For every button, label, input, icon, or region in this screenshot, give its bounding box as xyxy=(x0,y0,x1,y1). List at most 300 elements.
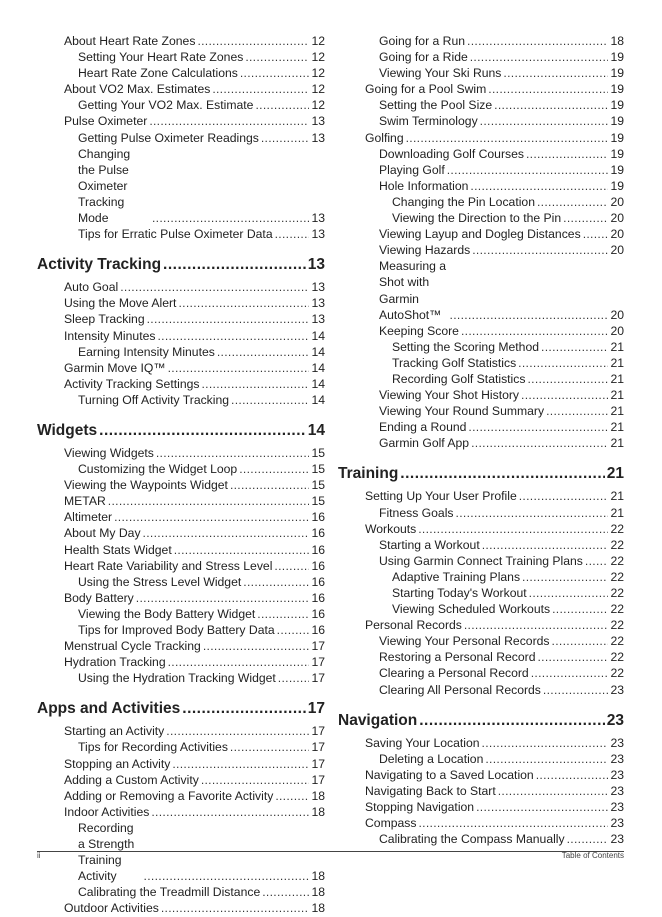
toc-section-heading[interactable] xyxy=(338,463,624,484)
toc-entry[interactable] xyxy=(338,553,624,569)
toc-page-number: 14 xyxy=(311,376,325,391)
toc-page-number: 17 xyxy=(311,724,325,739)
toc-entry-title: Setting the Pool Size xyxy=(379,98,493,113)
toc-page-number: 22 xyxy=(610,618,624,633)
toc-leader-dots xyxy=(152,210,309,226)
toc-leader-dots xyxy=(488,81,608,97)
toc-leader-dots xyxy=(197,33,309,49)
toc-entry[interactable] xyxy=(338,505,624,521)
toc-leader-dots xyxy=(450,307,609,323)
toc-leader-dots xyxy=(278,670,310,686)
toc-page-number: 16 xyxy=(311,590,325,605)
toc-entry[interactable] xyxy=(338,323,624,339)
toc-entry-title: Garmin Golf App xyxy=(379,436,470,451)
toc-section-heading[interactable] xyxy=(37,254,325,275)
toc-entry[interactable] xyxy=(37,360,325,376)
toc-entry-title: About VO2 Max. Estimates xyxy=(64,82,211,97)
toc-entry[interactable] xyxy=(37,328,325,344)
toc-entry[interactable] xyxy=(37,558,325,574)
toc-entry[interactable] xyxy=(338,146,624,162)
toc-leader-dots xyxy=(418,521,608,537)
toc-page-number: 22 xyxy=(610,586,624,600)
toc-entry-title: Turning Off Activity Tracking xyxy=(78,392,230,407)
toc-leader-dots xyxy=(529,585,609,601)
toc-entry-title: Viewing Hazards xyxy=(379,243,471,258)
toc-entry[interactable] xyxy=(338,242,624,258)
toc-entry-title: Swim Terminology xyxy=(379,114,478,129)
toc-entry[interactable] xyxy=(338,226,624,242)
toc-entry[interactable] xyxy=(338,601,624,617)
toc-page-number: 20 xyxy=(610,307,624,322)
toc-entry[interactable] xyxy=(338,97,624,113)
toc-entry[interactable] xyxy=(37,146,325,226)
toc-entry[interactable] xyxy=(37,606,325,622)
toc-page-number: 22 xyxy=(610,602,624,617)
toc-entry-title: Body Battery xyxy=(64,590,134,605)
toc-entry[interactable] xyxy=(37,493,325,509)
toc-leader-dots xyxy=(277,622,310,638)
toc-entry-title: Playing Golf xyxy=(379,162,445,177)
toc-page-number: 21 xyxy=(606,465,624,483)
toc-entry[interactable] xyxy=(37,788,325,804)
toc-leader-dots xyxy=(546,403,608,419)
toc-entry[interactable] xyxy=(338,339,624,355)
toc-entry[interactable] xyxy=(37,772,325,788)
toc-entry[interactable] xyxy=(338,569,624,585)
toc-leader-dots xyxy=(257,606,309,622)
toc-leader-dots xyxy=(274,558,309,574)
toc-entry-title: Using the Hydration Tracking Widget xyxy=(78,671,276,686)
toc-entry-title: Viewing the Body Battery Widget xyxy=(78,606,256,621)
toc-leader-dots xyxy=(255,97,309,113)
toc-leader-dots xyxy=(503,65,608,81)
toc-entry[interactable] xyxy=(37,509,325,525)
toc-entry-title: Setting Your Heart Rate Zones xyxy=(78,50,244,65)
toc-entry[interactable] xyxy=(37,739,325,755)
toc-entry[interactable] xyxy=(37,49,325,65)
toc-entry[interactable] xyxy=(37,344,325,360)
toc-entry[interactable] xyxy=(37,542,325,558)
toc-leader-dots xyxy=(174,542,310,558)
toc-entry-title: About My Day xyxy=(64,526,141,541)
toc-entry-title: Hole Information xyxy=(379,178,469,193)
toc-entry[interactable] xyxy=(37,65,325,81)
toc-leader-dots xyxy=(480,113,609,129)
toc-entry-title: Adaptive Training Plans xyxy=(392,569,521,584)
toc-entry[interactable] xyxy=(338,419,624,435)
toc-entry-title: Garmin Move IQ™ xyxy=(64,360,166,375)
toc-leader-dots xyxy=(519,488,609,504)
toc-entry-title: Viewing the Waypoints Widget xyxy=(64,478,228,493)
toc-leader-dots xyxy=(166,723,309,739)
toc-entry-title: Downloading Golf Courses xyxy=(379,146,524,161)
toc-entry[interactable] xyxy=(37,392,325,408)
toc-leader-dots xyxy=(168,360,310,376)
toc-entry-title: Heart Rate Variability and Stress Level xyxy=(64,558,273,573)
toc-page-number: 23 xyxy=(610,751,624,766)
toc-leader-dots xyxy=(567,831,609,847)
toc-entry[interactable] xyxy=(338,435,624,451)
toc-entry[interactable] xyxy=(338,735,624,751)
toc-leader-dots xyxy=(537,194,608,210)
toc-leader-dots xyxy=(563,210,608,226)
toc-page-number: 18 xyxy=(311,804,325,819)
toc-page-number: 19 xyxy=(610,66,624,81)
toc-leader-dots xyxy=(447,162,609,178)
toc-leader-dots xyxy=(157,328,309,344)
toc-leader-dots xyxy=(120,279,309,295)
toc-entry[interactable] xyxy=(37,279,325,295)
toc-page-number: 16 xyxy=(311,623,325,637)
toc-leader-dots xyxy=(494,97,608,113)
toc-entry[interactable] xyxy=(37,33,325,49)
toc-entry[interactable] xyxy=(338,130,624,146)
toc-entry-title: Tips for Erratic Pulse Oximeter Data xyxy=(78,227,273,242)
toc-page-number: 18 xyxy=(311,885,325,900)
toc-page-number: 16 xyxy=(311,574,325,589)
toc-entry[interactable] xyxy=(37,295,325,311)
toc-entry[interactable] xyxy=(37,376,325,392)
toc-page-number: 19 xyxy=(610,178,624,193)
toc-page-number: 20 xyxy=(610,227,624,242)
toc-page-number: 12 xyxy=(311,66,325,81)
toc-leader-dots xyxy=(151,804,309,820)
toc-entry[interactable] xyxy=(338,65,624,81)
toc-entry-title: Widgets xyxy=(37,421,98,439)
toc-page-number: 20 xyxy=(610,194,624,209)
toc-entry[interactable] xyxy=(37,461,325,477)
toc-page-number: 19 xyxy=(610,162,624,177)
toc-column-left xyxy=(37,33,325,917)
toc-entry[interactable] xyxy=(338,633,624,649)
toc-entry[interactable] xyxy=(338,585,624,601)
toc-leader-dots xyxy=(178,295,309,311)
toc-entry-title: Adding or Removing a Favorite Activity xyxy=(64,788,274,803)
toc-entry[interactable] xyxy=(37,113,325,129)
toc-page-number: 15 xyxy=(311,478,325,493)
toc-entry[interactable] xyxy=(37,130,325,146)
toc-entry[interactable] xyxy=(37,574,325,590)
toc-page-number: 14 xyxy=(311,328,325,343)
toc-entry[interactable] xyxy=(37,884,325,900)
toc-entry[interactable] xyxy=(338,783,624,799)
toc-entry-title: Menstrual Cycle Tracking xyxy=(64,639,201,654)
toc-entry-title: METAR xyxy=(64,494,106,509)
toc-entry-title: Calibrating the Compass Manually xyxy=(379,832,565,847)
toc-entry[interactable] xyxy=(37,670,325,686)
toc-entry[interactable] xyxy=(338,33,624,49)
toc-page-number: 16 xyxy=(311,526,325,541)
toc-leader-dots xyxy=(240,65,310,81)
toc-page-number: 18 xyxy=(311,869,325,884)
toc-section-heading[interactable] xyxy=(338,710,624,731)
toc-page-number: 15 xyxy=(311,494,325,509)
toc-entry-title: Heart Rate Zone Calculations xyxy=(78,66,238,81)
toc-leader-dots xyxy=(161,900,310,916)
toc-page-number: 13 xyxy=(311,227,325,242)
toc-entry[interactable] xyxy=(37,445,325,461)
toc-leader-dots xyxy=(585,553,609,569)
toc-entry-title: Auto Goal xyxy=(64,280,119,295)
toc-entry[interactable] xyxy=(338,178,624,194)
toc-entry-title: Viewing Your Shot History xyxy=(379,388,520,403)
toc-entry-title: Tips for Recording Activities xyxy=(78,740,228,755)
toc-page-number: 21 xyxy=(610,404,624,419)
toc-entry-title: Customizing the Widget Loop xyxy=(78,462,238,477)
toc-leader-dots xyxy=(456,505,609,521)
toc-section-heading[interactable] xyxy=(37,698,325,719)
toc-leader-dots xyxy=(541,339,608,355)
toc-entry[interactable] xyxy=(37,311,325,327)
toc-page-number: 13 xyxy=(311,130,325,145)
toc-entry[interactable] xyxy=(338,649,624,665)
toc-entry-title: Using Garmin Connect Training Plans xyxy=(379,553,583,568)
toc-leader-dots xyxy=(470,178,608,194)
toc-leader-dots xyxy=(552,633,609,649)
toc-entry[interactable] xyxy=(338,258,624,322)
toc-entry-title: Fitness Goals xyxy=(379,505,454,520)
toc-page-number: 22 xyxy=(610,537,624,552)
toc-entry[interactable] xyxy=(37,525,325,541)
toc-page-number: 16 xyxy=(311,606,325,621)
toc-entry-title: Health Stats Widget xyxy=(64,542,172,557)
toc-leader-dots xyxy=(498,783,609,799)
toc-page-number: 13 xyxy=(311,114,325,129)
toc-page-number: 23 xyxy=(610,783,624,798)
toc-entry-title: Viewing Layup and Dogleg Distances xyxy=(379,227,581,242)
toc-entry-title: Tracking Golf Statistics xyxy=(392,355,517,370)
toc-entry[interactable] xyxy=(338,371,624,387)
toc-leader-dots xyxy=(522,569,608,585)
toc-page-number: 16 xyxy=(311,558,325,573)
toc-column-right xyxy=(338,33,624,847)
toc-page-number: 13 xyxy=(307,256,325,274)
toc-entry-title: Changing the Pulse Oximeter Tracking Mode xyxy=(78,146,131,226)
toc-entry-title: Viewing the Direction to the Pin xyxy=(392,211,562,226)
toc-leader-dots xyxy=(531,665,609,681)
toc-leader-dots xyxy=(172,756,309,772)
toc-entry-title: Starting an Activity xyxy=(64,724,165,739)
toc-leader-dots xyxy=(419,710,605,731)
toc-entry[interactable] xyxy=(37,654,325,670)
toc-entry[interactable] xyxy=(37,804,325,820)
toc-entry[interactable] xyxy=(338,831,624,847)
toc-entry-title: Pulse Oximeter xyxy=(64,114,148,129)
toc-entry-title: Calibrating the Treadmill Distance xyxy=(78,885,261,900)
toc-page-number: 21 xyxy=(610,388,624,403)
toc-leader-dots xyxy=(552,601,608,617)
toc-entry[interactable] xyxy=(338,617,624,633)
toc-leader-dots xyxy=(538,649,609,665)
toc-entry[interactable] xyxy=(37,97,325,113)
toc-page-number: 21 xyxy=(610,339,624,354)
toc-leader-dots xyxy=(114,509,309,525)
toc-entry-title: Navigating to a Saved Location xyxy=(365,767,534,782)
toc-entry[interactable] xyxy=(338,113,624,129)
footer-rule xyxy=(37,851,624,852)
toc-entry-title: Viewing Your Personal Records xyxy=(379,634,550,649)
toc-page-number: 12 xyxy=(311,98,325,113)
toc-leader-dots xyxy=(527,371,608,387)
toc-entry[interactable] xyxy=(37,756,325,772)
toc-entry-title: Using the Move Alert xyxy=(64,296,177,311)
toc-page-number: 12 xyxy=(311,34,325,48)
toc-page-number: 17 xyxy=(311,655,325,670)
toc-leader-dots xyxy=(485,751,608,767)
toc-entry[interactable] xyxy=(338,162,624,178)
toc-leader-dots xyxy=(182,698,305,719)
toc-leader-dots xyxy=(471,435,608,451)
toc-page-number: 19 xyxy=(610,130,624,145)
toc-entry-title: Workouts xyxy=(365,521,417,536)
toc-entry-title: Setting the Scoring Method xyxy=(392,339,540,354)
toc-leader-dots xyxy=(147,311,310,327)
toc-entry[interactable] xyxy=(37,622,325,638)
toc-page-number: 17 xyxy=(311,671,325,686)
toc-page-number: 22 xyxy=(610,634,624,649)
toc-leader-dots xyxy=(143,525,310,541)
toc-page-number: 14 xyxy=(307,421,325,439)
toc-page-number: 12 xyxy=(311,82,325,97)
toc-entry[interactable] xyxy=(37,723,325,739)
toc-entry[interactable] xyxy=(338,799,624,815)
toc-entry-title: Going for a Ride xyxy=(379,50,468,65)
toc-leader-dots xyxy=(261,130,310,146)
toc-page-number: 17 xyxy=(307,700,325,718)
toc-entry[interactable] xyxy=(338,815,624,831)
toc-page-number: 13 xyxy=(311,296,325,311)
toc-entry[interactable] xyxy=(338,767,624,783)
toc-page-number: 19 xyxy=(610,98,624,113)
toc-leader-dots xyxy=(230,477,310,493)
toc-page-number: 12 xyxy=(311,50,325,65)
toc-leader-dots xyxy=(156,445,310,461)
toc-entry-title: Hydration Tracking xyxy=(64,655,166,670)
toc-page-number: 19 xyxy=(610,146,624,161)
toc-entry-title: About Heart Rate Zones xyxy=(64,34,196,48)
toc-entry[interactable] xyxy=(338,81,624,97)
toc-entry-title: Ending a Round xyxy=(379,420,467,435)
toc-entry[interactable] xyxy=(338,194,624,210)
toc-leader-dots xyxy=(470,49,609,65)
toc-entry[interactable] xyxy=(338,387,624,403)
toc-entry-title: Navigating Back to Start xyxy=(365,783,496,798)
toc-entry-title: Stopping Navigation xyxy=(365,800,475,815)
toc-section-heading[interactable] xyxy=(37,420,325,441)
toc-page-number: 23 xyxy=(610,682,624,697)
toc-leader-dots xyxy=(461,323,608,339)
toc-entry-title: Setting Up Your User Profile xyxy=(365,489,517,504)
toc-entry-title: Using the Stress Level Widget xyxy=(78,574,242,589)
toc-entry[interactable] xyxy=(338,403,624,419)
toc-entry-title: Indoor Activities xyxy=(64,804,150,819)
toc-page-number: 19 xyxy=(610,50,624,65)
toc-leader-dots xyxy=(536,767,609,783)
toc-entry[interactable] xyxy=(37,477,325,493)
toc-entry-title: Saving Your Location xyxy=(365,735,480,750)
toc-leader-dots xyxy=(144,868,310,884)
toc-entry[interactable] xyxy=(338,521,624,537)
toc-entry-title: Golfing xyxy=(365,130,404,145)
toc-page-number: 20 xyxy=(610,323,624,338)
toc-entry-title: Navigation xyxy=(338,711,418,729)
toc-leader-dots xyxy=(201,772,310,788)
toc-entry-title: Activity Tracking xyxy=(37,256,162,274)
toc-entry[interactable] xyxy=(338,210,624,226)
toc-entry[interactable] xyxy=(338,355,624,371)
toc-entry-title: Clearing a Personal Record xyxy=(379,666,529,681)
toc-entry-title: Starting Today's Workout xyxy=(392,586,527,600)
toc-page-number: 14 xyxy=(311,344,325,359)
toc-leader-dots xyxy=(201,376,309,392)
toc-entry-title: Changing the Pin Location xyxy=(392,194,535,209)
toc-leader-dots xyxy=(262,884,309,900)
toc-page-number: 21 xyxy=(610,505,624,520)
toc-leader-dots xyxy=(163,254,306,275)
toc-entry[interactable] xyxy=(37,226,325,242)
toc-page-number: 23 xyxy=(610,767,624,782)
toc-leader-dots xyxy=(203,638,310,654)
toc-entry-title: Viewing Your Ski Runs xyxy=(379,66,502,81)
toc-entry[interactable] xyxy=(338,49,624,65)
toc-leader-dots xyxy=(168,654,310,670)
toc-entry[interactable] xyxy=(37,820,325,884)
toc-entry-title: Altimeter xyxy=(64,510,113,525)
toc-page-number: 21 xyxy=(610,355,624,370)
toc-page-number: 16 xyxy=(311,542,325,557)
toc-leader-dots xyxy=(136,590,310,606)
toc-entry[interactable] xyxy=(37,638,325,654)
toc-page-number: 17 xyxy=(311,639,325,654)
toc-leader-dots xyxy=(275,788,309,804)
toc-leader-dots xyxy=(521,387,608,403)
toc-leader-dots xyxy=(108,493,310,509)
toc-entry-title: Viewing Scheduled Workouts xyxy=(392,602,551,617)
toc-entry-title: Training xyxy=(338,465,399,483)
toc-entry[interactable] xyxy=(37,900,325,916)
toc-entry[interactable] xyxy=(37,81,325,97)
toc-page-number: 23 xyxy=(610,816,624,831)
toc-leader-dots xyxy=(231,392,309,408)
toc-leader-dots xyxy=(406,130,609,146)
toc-entry[interactable] xyxy=(338,488,624,504)
toc-entry[interactable] xyxy=(338,682,624,698)
toc-page-number: 21 xyxy=(610,420,624,435)
toc-entry[interactable] xyxy=(37,590,325,606)
toc-entry-title: Going for a Pool Swim xyxy=(365,82,487,97)
toc-page-number: 17 xyxy=(311,756,325,771)
toc-leader-dots xyxy=(217,344,310,360)
toc-entry[interactable] xyxy=(338,751,624,767)
toc-leader-dots xyxy=(418,815,608,831)
toc-leader-dots xyxy=(482,735,609,751)
toc-entry-title: Clearing All Personal Records xyxy=(379,682,541,697)
toc-entry[interactable] xyxy=(338,665,624,681)
toc-page-number: 22 xyxy=(610,666,624,681)
toc-entry-title: Recording Golf Statistics xyxy=(392,371,526,386)
toc-entry-title: Starting a Workout xyxy=(379,537,480,552)
toc-page-number: 17 xyxy=(311,740,325,755)
toc-page-number: 22 xyxy=(610,553,624,568)
toc-entry-title: Sleep Tracking xyxy=(64,312,145,327)
toc-entry-title: Viewing Widgets xyxy=(64,445,154,460)
toc-entry-title: Getting Pulse Oximeter Readings xyxy=(78,130,259,145)
toc-leader-dots xyxy=(230,739,310,755)
toc-entry[interactable] xyxy=(338,537,624,553)
toc-entry-title: Apps and Activities xyxy=(37,700,181,718)
toc-entry-title: Keeping Score xyxy=(379,323,459,338)
toc-leader-dots xyxy=(400,463,604,484)
